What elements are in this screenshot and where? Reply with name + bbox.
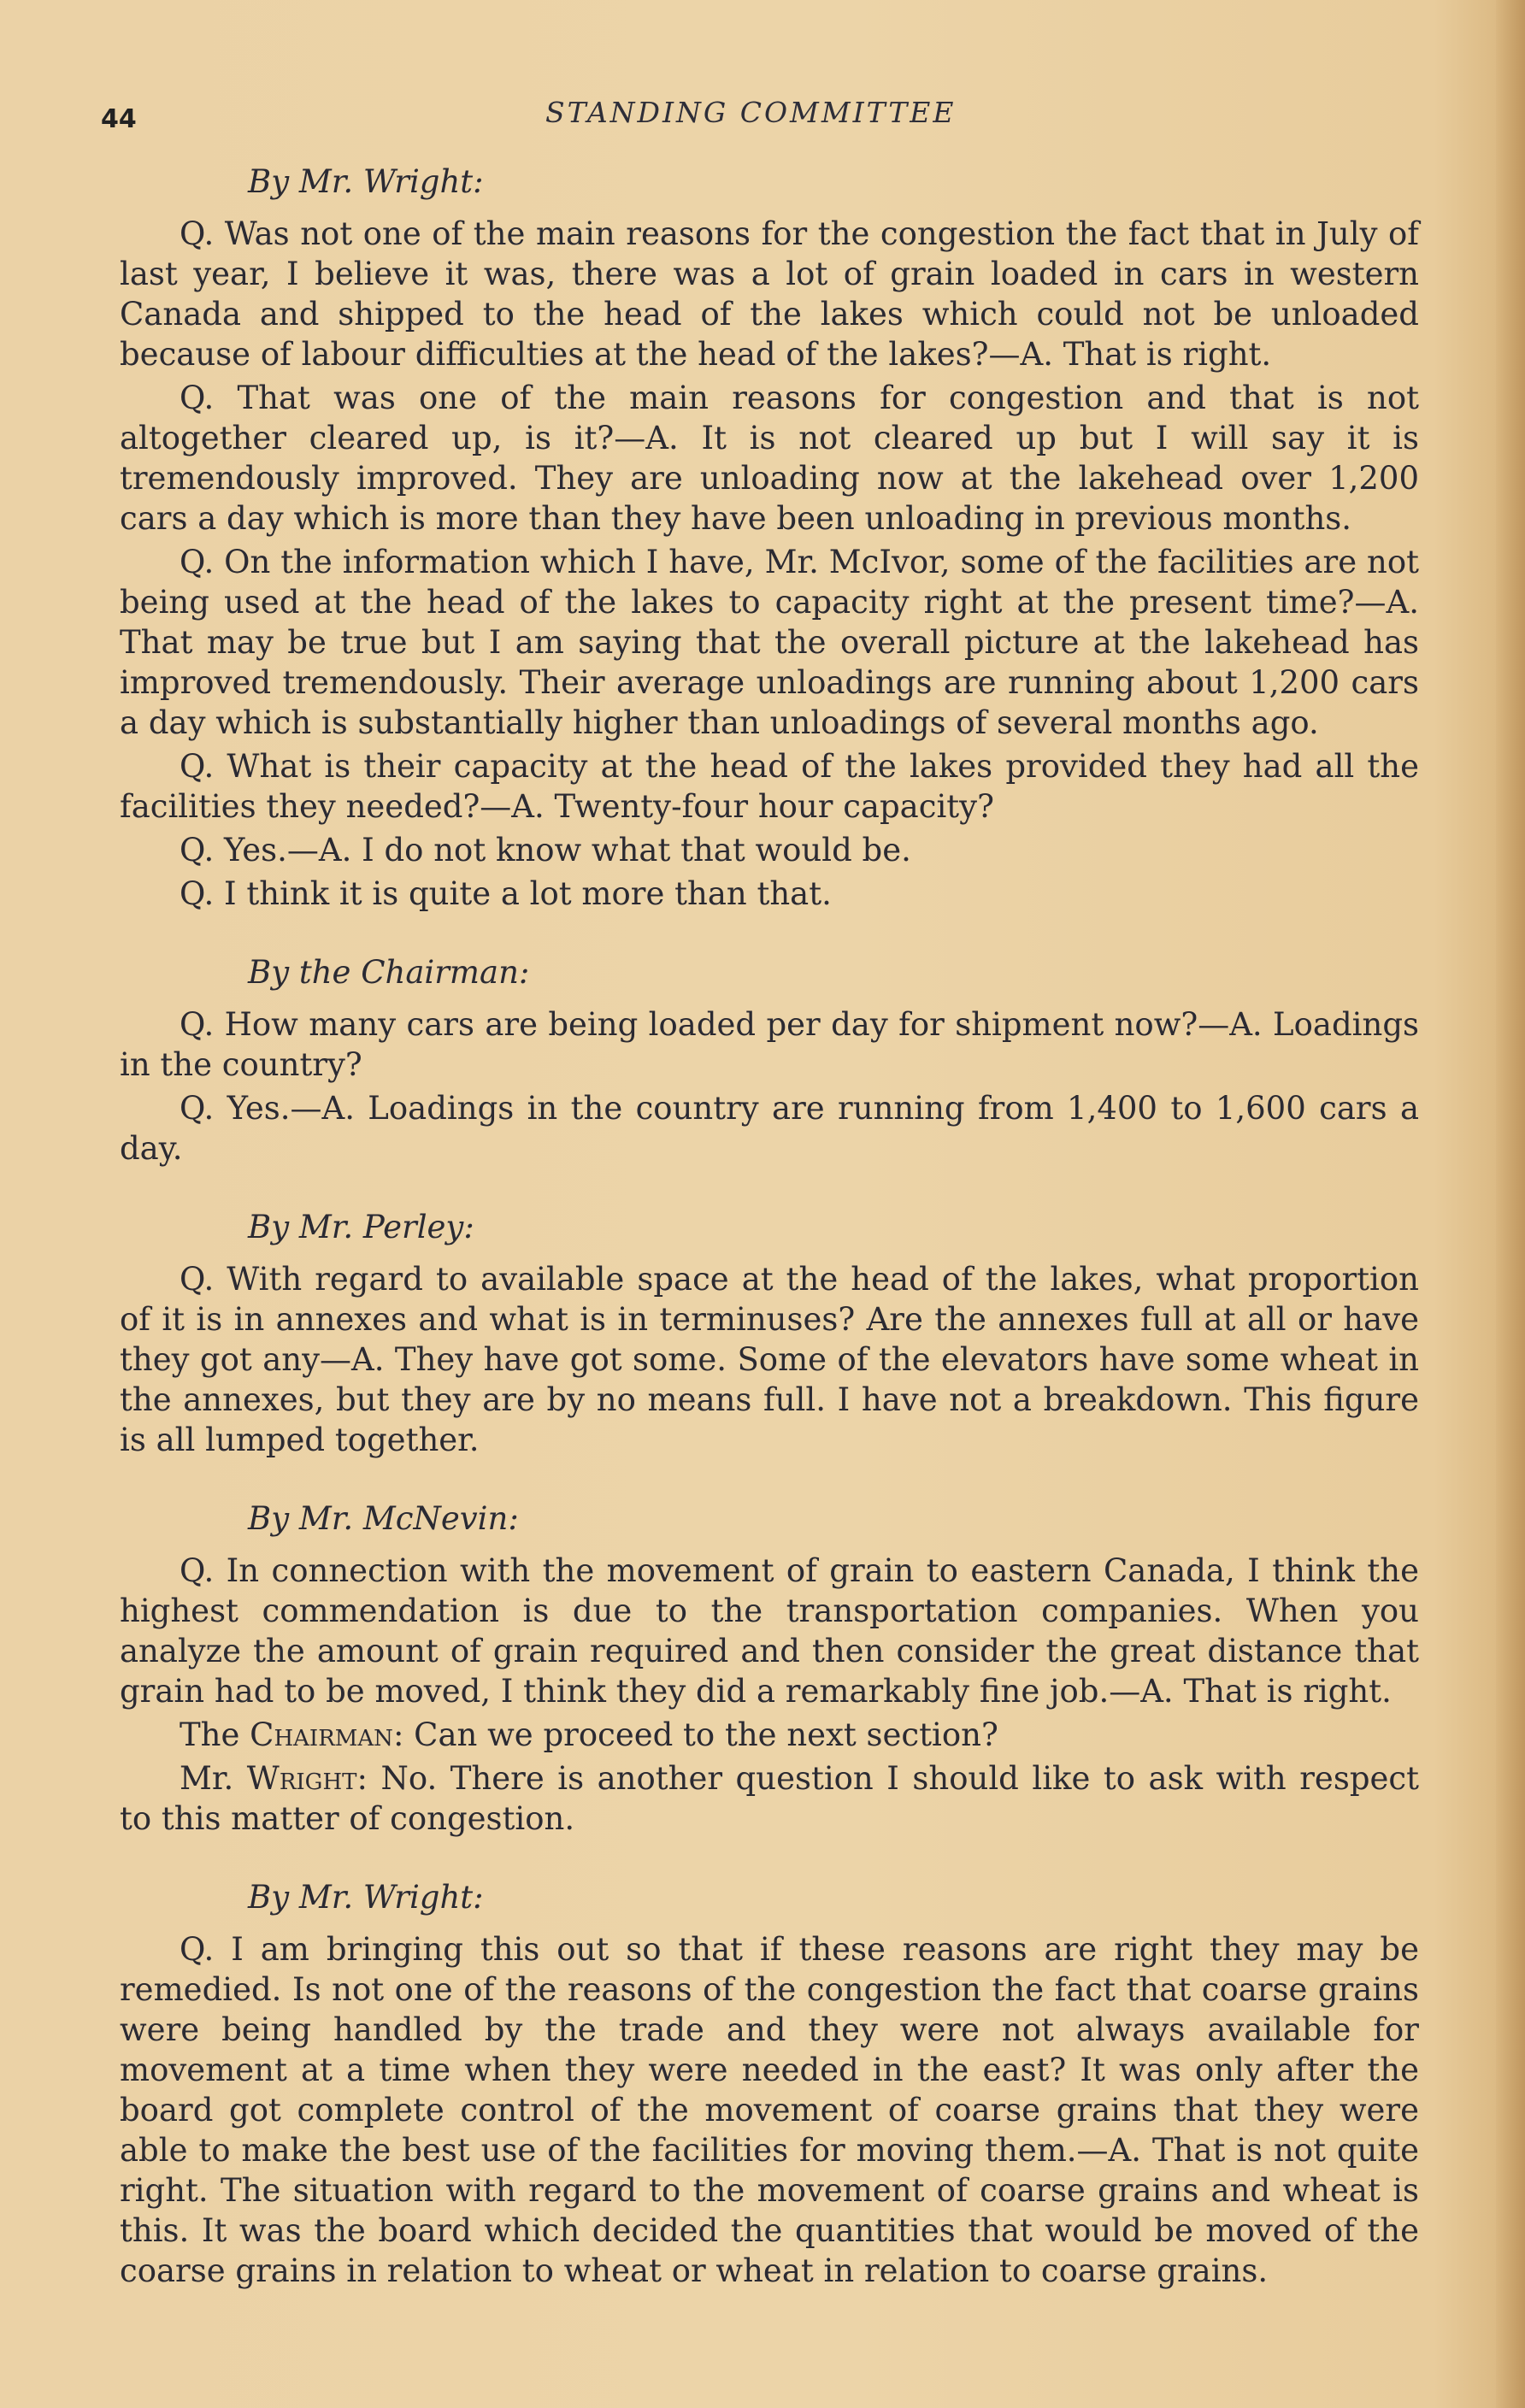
exchange-paragraph: Q. Yes.—A. I do not know what that would be. (180, 832, 911, 868)
exchange-paragraph: Q. Yes.—A. Loadings in the country are running from 1,400 to 1,600 cars a day. (120, 1090, 1419, 1167)
speaker-heading: By Mr. Wright: (248, 163, 484, 200)
remark-prefix: The (180, 1716, 250, 1753)
wright-remark (120, 1758, 1419, 1839)
page-body (120, 162, 1419, 2330)
page-number: 44 (101, 104, 137, 134)
exchange-paragraph: Q. What is their capacity at the head of the lakes provided they had all the facilities they needed?—A. Twenty-four hour capacity? (120, 748, 1419, 825)
exchange-paragraph: Q. Was not one of the main reasons for the congestion the fact that in July of last year, I believe it was, there was a lot of grain loaded in cars in western Canada and shipped to the head of the lakes which could not be unloaded because of labour difficulties at the head of the lakes?—A. That is right. (120, 215, 1419, 373)
remark-speaker-name: Chairman (250, 1716, 393, 1753)
speaker-heading: By the Chairman: (248, 954, 530, 991)
exchange-paragraph: Q. How many cars are being loaded per day for shipment now?—A. Loadings in the country? (120, 1006, 1419, 1083)
speaker-heading: By Mr. McNevin: (248, 1500, 519, 1537)
speaker-heading: By Mr. Wright: (248, 1879, 484, 1916)
exchange-paragraph: Q. That was one of the main reasons for congestion and that is not altogether cleared up, is it?—A. It is not cleared up but I will say it is tremendously improved. They are unloading now at the lakehead over 1,200 cars a day which is more than they have been unloading in previous months. (120, 380, 1419, 537)
chairman-remark (120, 1715, 1419, 1755)
exchange-paragraph: Q. In connection with the movement of grain to eastern Canada, I think the highest commendation is due to the transportation companies. When you analyze the amount of grain required and then consider the great distance that grain had to be moved, I think they did a remarkably fine job.—A. That is right. (120, 1552, 1419, 1710)
exchange-paragraph: Q. I am bringing this out so that if these reasons are right they may be remedied. Is not one of the reasons of the congestion the fact that coarse grains were being handled by the trade and they were not always available for movement at a time when they were needed in the east? It was only after the board got complete control of the movement of coarse grains that they were able to make the best use of the facilities for moving them.—A. That is not quite right. The situation with regard to the movement of coarse grains and wheat is this. It was the board which decided the quantities that would be moved of the coarse grains in relation to wheat or wheat in relation to coarse grains. (120, 1931, 1419, 2289)
remark-text: : Can we proceed to the next section? (392, 1716, 998, 1753)
speaker-heading: By Mr. Perley: (248, 1209, 474, 1245)
exchange-paragraph: Q. I think it is quite a lot more than that. (180, 875, 832, 912)
remark-text: : No. There is another question I should like to ask with respect to this matter of congestion. (120, 1760, 1419, 1837)
remark-speaker-name: Wright (246, 1760, 357, 1797)
section-mcnevin (120, 1499, 1419, 1839)
section-wright-2 (120, 1878, 1419, 2291)
page-header (101, 96, 1434, 140)
section-perley (120, 1208, 1419, 1460)
running-title: STANDING COMMITTEE (545, 96, 957, 129)
remark-prefix: Mr. (180, 1760, 247, 1797)
exchange-paragraph: Q. With regard to available space at the head of the lakes, what proportion of it is in annexes and what is in terminuses? Are the annexes full at all or have they got any—A. They have got some. Some of the elevators have some wheat in the annexes, but they are by no means full. I have not a breakdown. This figure is all lumped together. (120, 1261, 1419, 1458)
page-edge-shadow (1496, 0, 1525, 2408)
exchange-paragraph: Q. On the information which I have, Mr. McIvor, some of the facilities are not being used at the head of the lakes to capacity right at the present time?—A. That may be true but I am saying that the overall picture at the lakehead has improved tremendously. Their average unloadings are running about 1,200 cars a day which is substantially higher than unloadings of several months ago. (120, 544, 1419, 741)
section-chairman (120, 953, 1419, 1169)
section-wright-1 (120, 162, 1419, 914)
